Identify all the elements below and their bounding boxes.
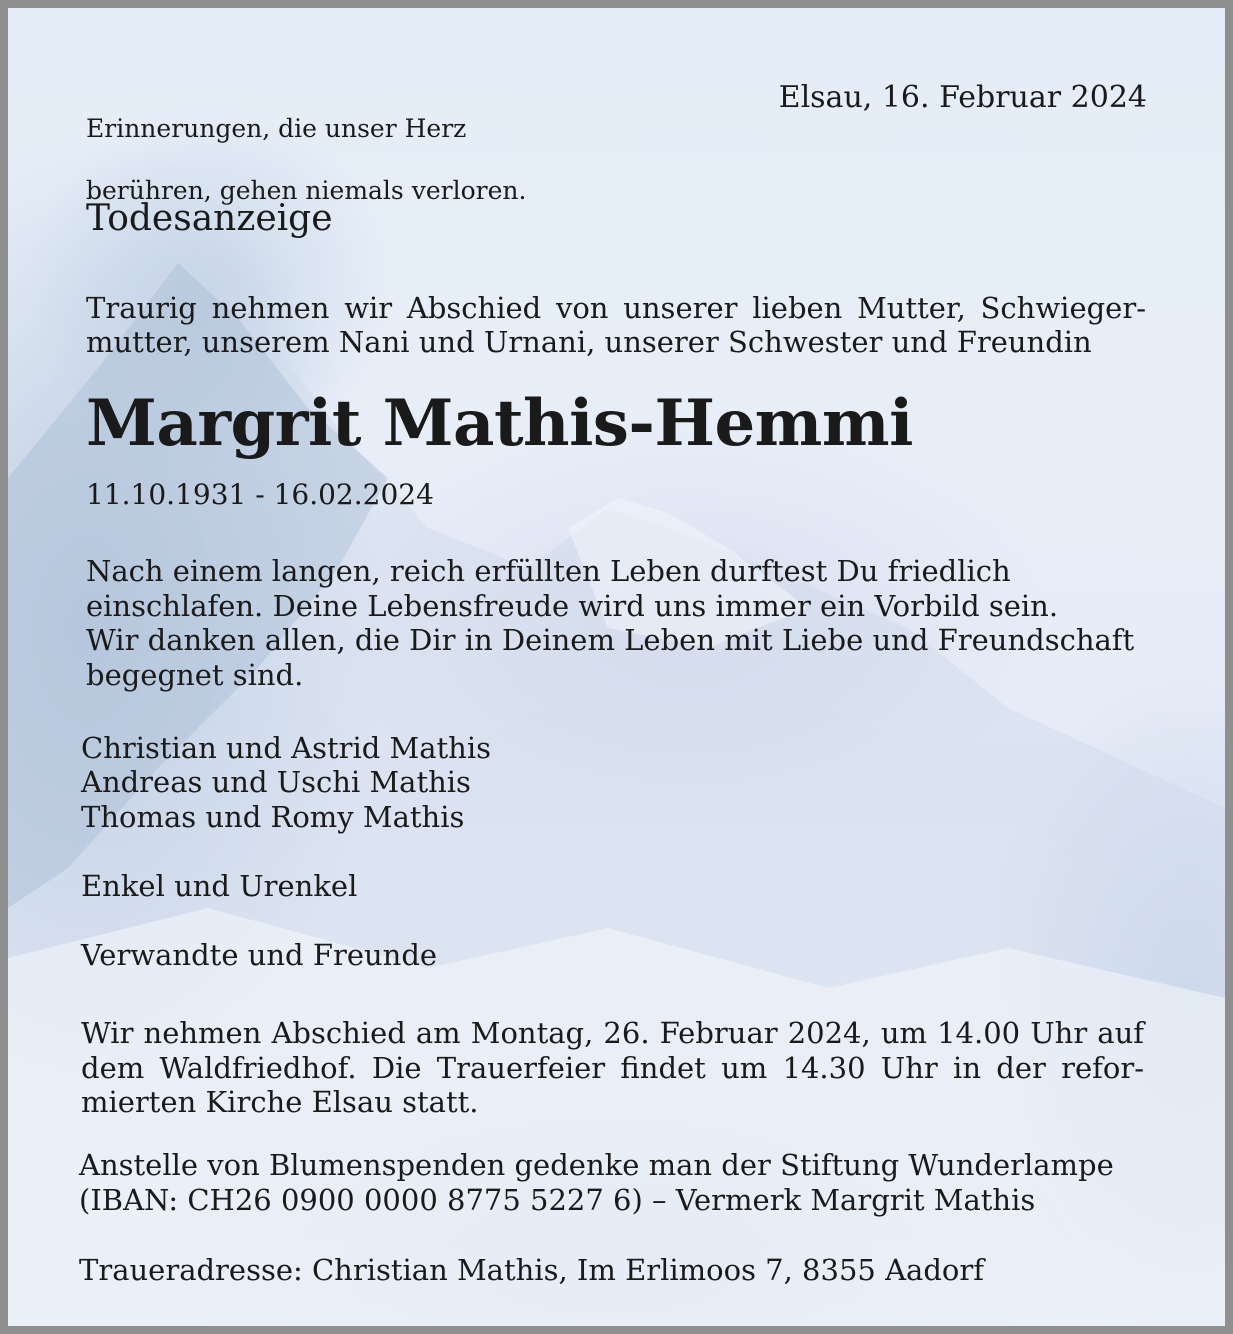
family-member: Christian und Astrid Mathis — [81, 731, 492, 765]
place-and-date: Elsau, 16. Februar 2024 — [778, 80, 1147, 115]
memorial-quote-line: berühren, gehen niemals verloren. — [86, 176, 527, 205]
family-member: Thomas und Romy Mathis — [81, 800, 465, 834]
grandchildren-line: Enkel und Urenkel — [81, 869, 358, 903]
deceased-name: Margrit Mathis-Hemmi — [86, 386, 913, 461]
donation-line: Anstelle von Blumenspenden gedenke man der Stiftung Wunderlampe — [79, 1148, 1114, 1182]
tribute-line: einschlafen. Deine Lebensfreude wird uns immer ein Vorbild sein. — [86, 588, 1059, 623]
donation-line: (IBAN: CH26 0900 0000 8775 5227 6) – Vermerk Margrit Mathis — [79, 1182, 1036, 1217]
tribute-line: Nach einem langen, reich erfüllten Leben durftest Du friedlich — [86, 554, 1011, 588]
tribute-line: Wir danken allen, die Dir in Deinem Leben mit Liebe und Freundschaft — [86, 623, 1135, 657]
notice-heading: Todesanzeige — [86, 198, 333, 239]
tribute-paragraph — [86, 554, 1146, 692]
service-details: Wir nehmen Abschied am Montag, 26. Februar 2024, um 14.00 Uhr auf dem Waldfriedhof. Die Trauerfeier findet um 14.30 Uhr in der refor- mierten Kirche Elsau statt. — [81, 1016, 1144, 1119]
memorial-quote-line: Erinnerungen, die unser Herz — [86, 114, 467, 143]
life-dates: 11.10.1931 - 16.02.2024 — [86, 478, 434, 511]
family-member: Andreas und Uschi Mathis — [81, 765, 471, 799]
tribute-line: begegnet sind. — [86, 657, 304, 692]
mourning-address: Traueradresse: Christian Mathis, Im Erlimoos 7, 8355 Aadorf — [79, 1253, 984, 1287]
intro-paragraph: Traurig nehmen wir Abschied von unserer lieben Mutter, Schwieger- mutter, unserem Nani und Urnani, unserer Schwester und Freundin — [86, 291, 1146, 359]
donation-notice — [79, 1148, 1114, 1217]
obituary-card — [8, 8, 1225, 1326]
relatives-line: Verwandte und Freunde — [81, 938, 438, 972]
